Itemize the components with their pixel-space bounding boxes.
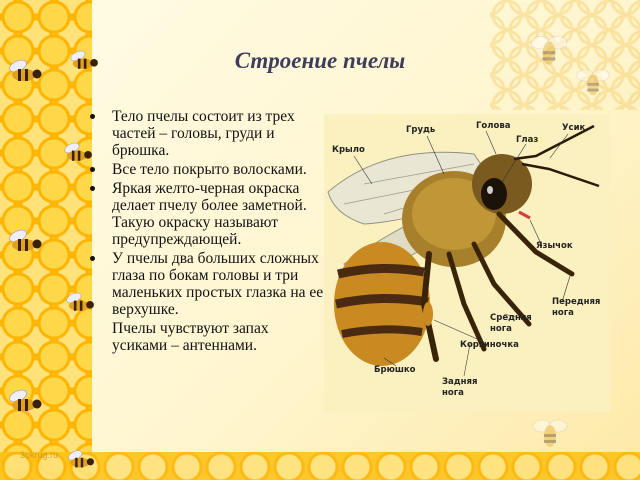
label-eye: Глаз: [516, 135, 539, 145]
bullet-item: [88, 180, 324, 248]
bullet-text: Пчелы чувствуют запах усиками – антеннами.: [112, 320, 269, 354]
bullet-marker: [90, 167, 95, 172]
label-antenna: Усик: [562, 123, 586, 133]
bullet-item: [88, 161, 324, 178]
bee-anatomy-diagram: [324, 114, 610, 412]
bee-icon: [4, 388, 44, 418]
label-front-leg-1: Передняя: [552, 297, 601, 307]
bullet-marker: [90, 114, 95, 119]
label-head: Голова: [476, 121, 511, 131]
bee-icon: [530, 412, 570, 452]
label-middle-leg-2: нога: [490, 324, 512, 334]
bee-icon: [4, 228, 44, 258]
bullet-text: Все тело покрыто волосками.: [112, 161, 307, 178]
label-abdomen: Брюшко: [374, 365, 416, 375]
bullet-text: Тело пчелы состоит из трех частей – головы, груди и брюшка.: [112, 108, 295, 159]
label-middle-leg-1: Средняя: [490, 313, 532, 323]
label-front-leg-2: нога: [552, 308, 574, 318]
bullet-item: [88, 320, 324, 354]
bullet-text: У пчелы два больших сложных глаза по бокам головы и три маленьких простых глазка на ее верхушке.: [112, 250, 324, 318]
label-basket: Корзиночка: [460, 340, 519, 350]
bullet-list: [88, 108, 324, 356]
bullet-marker: [90, 186, 95, 191]
label-tongue: Язычок: [536, 241, 573, 251]
bee-icon: [64, 448, 96, 474]
bullet-text: Яркая желто-черная окраска делает пчелу более заметной. Такую окраску называют предупреждающей.: [112, 180, 307, 248]
slide-title: Строение пчелы: [234, 48, 406, 73]
label-wing: Крыло: [332, 145, 365, 155]
eye-shape: [481, 178, 507, 210]
bullet-item: [88, 108, 324, 159]
bee-illustration: [324, 114, 610, 412]
watermark: 3okrug.ru: [20, 450, 59, 460]
bullet-marker: [90, 256, 95, 261]
label-chest: Грудь: [406, 125, 436, 135]
bullet-item: [88, 250, 324, 318]
label-hind-leg-2: нога: [442, 388, 464, 398]
honeycomb-border-bottom: [0, 452, 640, 480]
label-hind-leg-1: Задняя: [442, 377, 478, 387]
